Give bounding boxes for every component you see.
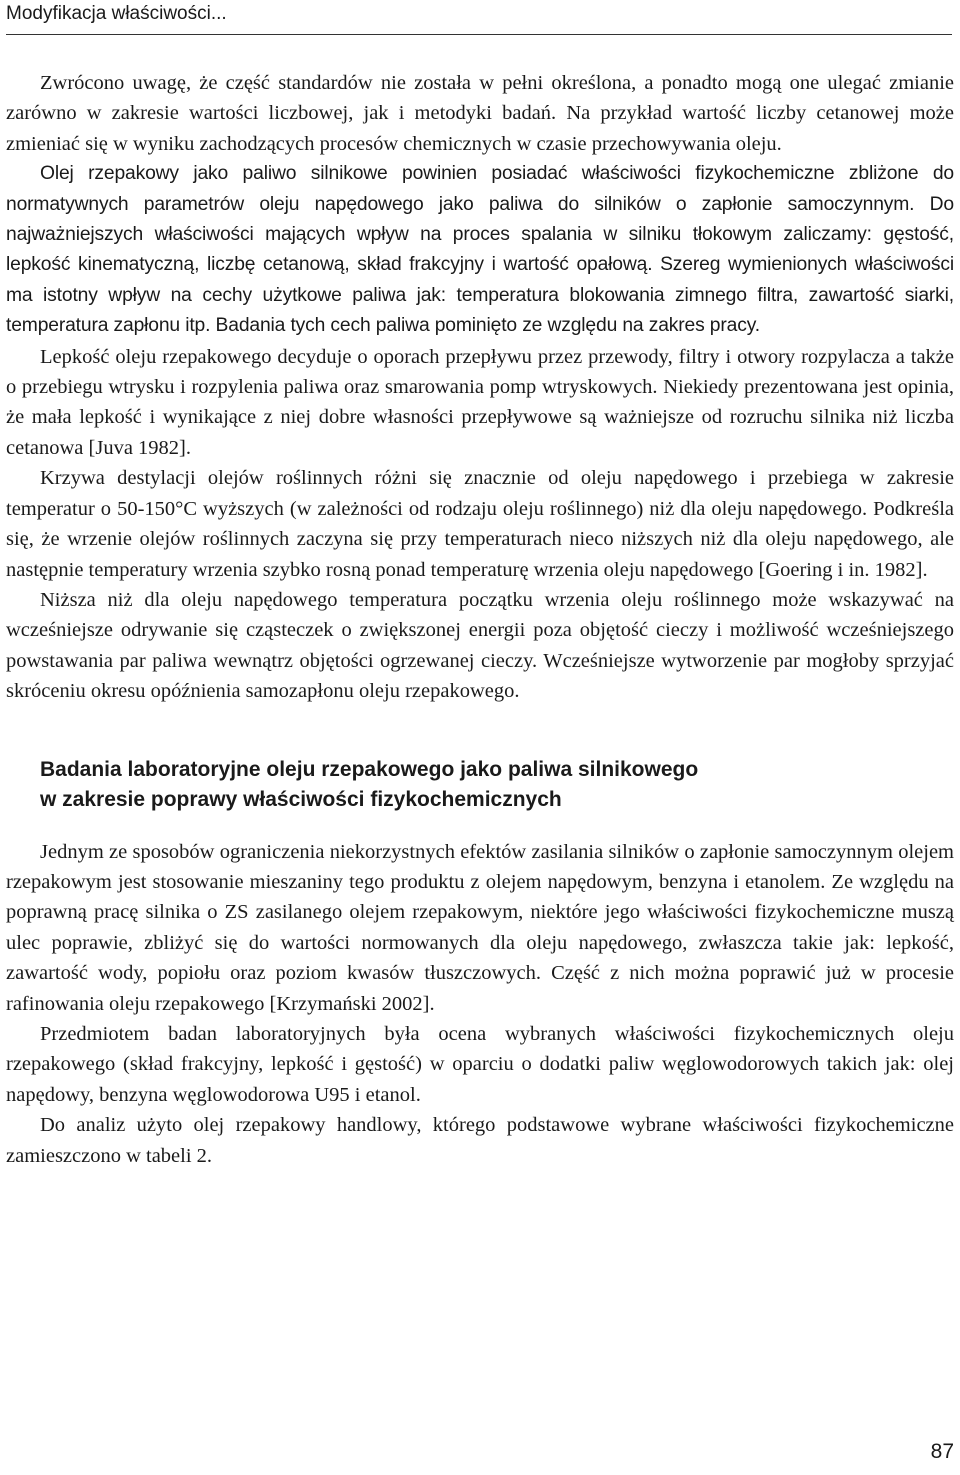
- paragraph-viscosity: Lepkość oleju rzepakowego decyduje o oporach przepływu przez przewody, filtry i otwory rozpylacza a także o przebiegu wtrysku i rozpylenia paliwa oraz smarowania pomp wtryskowych. Niekiedy prezentowana jest opinia, że mała lepkość i wynikające z niej dobre własności przepływowe są ważniejsze od rozruchu silnika niż liczba cetanowa [Juva 1982].: [6, 345, 954, 459]
- section-heading-line-1: Badania laboratoryjne oleju rzepakowego jako paliwa silnikowego: [40, 757, 699, 781]
- page-body: [6, 68, 954, 1171]
- paragraph-fuel-properties: Olej rzepakowy jako paliwo silnikowe powinien posiadać właściwości fizykochemiczne zbliżone do normatywnych parametrów oleju napędowego jako paliwa do silników o zapłonie samoczynnym. Do najważniejszych właściwości mających wpływ na proces spalania w silniku tłokowym zaliczamy: gęstość, lepkość kinematyczną, liczbę cetanową, skład frakcyjny i wartość opałową. Szereg wymienionych właściwości ma istotny wpływ na cechy użytkowe paliwa jak: temperatura blokowania zimnego filtra, zawartość siarki, temperatura zapłonu itp. Badania tych cech paliwa pominięto ze względu na zakres pracy.: [6, 163, 954, 337]
- paragraph-mixtures: Jednym ze sposobów ograniczenia niekorzystnych efektów zasilania silników o zapłonie samoczynnym olejem rzepakowym jest stosowanie mieszaniny tego produktu z olejem napędowym, benzyna i etanolem. Ze względu na poprawną pracę silnika o ZS zasilanego olejem rzepakowym, niektóre jego właściwości fizykochemiczne muszą ulec poprawie, zbliżyć się do wartości normowanych dla oleju napędowego, zwłaszcza takie jak: lepkość, zawartość wody, popiołu oraz poziom kwasów tłuszczowych. Część z nich można poprawić już w procesie rafinowania oleju rzepakowego [Krzymański 2002].: [6, 840, 954, 1015]
- paragraph-boiling-point: Niższa niż dla oleju napędowego temperatura początku wrzenia oleju roślinnego może wskazywać na wcześniejsze odrywanie się cząsteczek o zwiększonej energii poza objętość cieczy i możliwość wcześniejszego powstawania par paliwa wewnątrz objętości ogrzewanej cieczy. Wcześniejsze wytworzenie par mogłoby sprzyjać skróceniu okresu opóźnienia samozapłonu oleju rzepakowego.: [6, 588, 954, 703]
- section-heading-line-2: w zakresie poprawy właściwości fizykochemicznych: [40, 787, 562, 811]
- section-heading: [40, 755, 954, 815]
- paragraph-analysis-oil: Do analiz użyto olej rzepakowy handlowy, którego podstawowe wybrane właściwości fizykochemiczne zamieszczono w tabeli 2.: [6, 1114, 954, 1167]
- page-number: 87: [930, 1440, 954, 1463]
- header-divider: [6, 34, 952, 35]
- running-header: Modyfikacja właściwości...: [6, 3, 227, 24]
- paragraph-distillation-curve: Krzywa destylacji olejów roślinnych różni się znacznie od oleju napędowego i przebiega w zakresie temperatur o 50-150°C wyższych (w zależności od rodzaju oleju roślinnego) niż dla oleju napędowego. Podkreśla się, że wrzenie olejów roślinnych zaczyna się przy temperaturach nieco niższych niż dla oleju napędowego, ale następnie temperatury wrzenia szybko rosną ponad temperaturę wrzenia oleju napędowego [Goering i in. 1982].: [6, 467, 954, 581]
- paragraph-research-subject: Przedmiotem badan laboratoryjnych była ocena wybranych właściwości fizykochemicznych oleju rzepakowego (skład frakcyjny, lepkość i gęstość) w oparciu o dodatki paliw węglowodorowych takich jak: olej napędowy, benzyna węglowodorowa U95 i etanol.: [6, 1022, 954, 1106]
- paragraph-standards: Zwrócono uwagę, że część standardów nie została w pełni określona, a ponadto mogą one ulegać zmianie zarówno w zakresie wartości liczbowej, jak i metodyki badań. Na przykład wartość liczby cetanowej może zmieniać się w wyniku zachodzących procesów chemicznych w czasie przechowywania oleju.: [6, 72, 954, 155]
